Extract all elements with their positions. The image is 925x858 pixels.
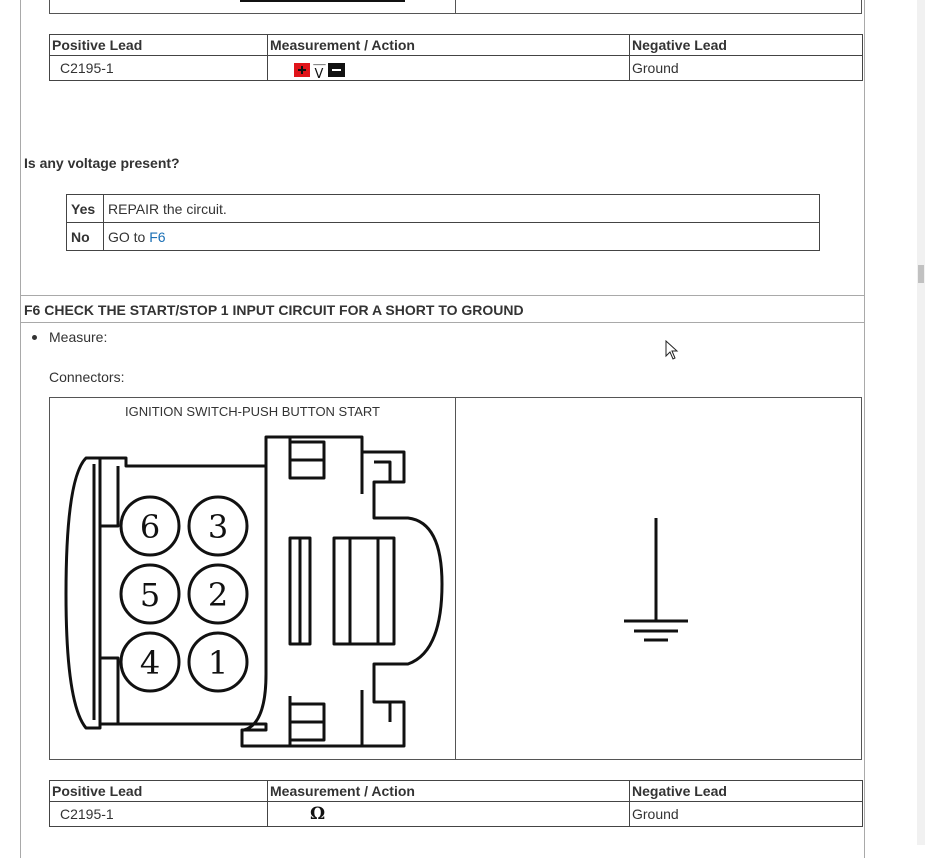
connector-box-divider: [455, 398, 456, 759]
negative-lead-value: Ground: [630, 802, 863, 827]
measurement-cell: [268, 56, 630, 81]
positive-terminal-icon: [294, 63, 310, 77]
mouse-cursor-icon: [665, 340, 681, 362]
leads-table-voltage: [49, 34, 863, 81]
header-negative-lead: Negative Lead: [630, 781, 863, 802]
measure-label: Measure:: [49, 329, 108, 345]
positive-lead-value: C2195-1: [50, 56, 268, 81]
header-negative-lead: Negative Lead: [630, 35, 863, 56]
answer-row-yes: [67, 195, 820, 223]
connector-title: IGNITION SWITCH-PUSH BUTTON START: [125, 404, 380, 419]
pin-label-4: 4: [139, 644, 161, 682]
answer-key-yes: Yes: [67, 195, 104, 223]
header-positive-lead: Positive Lead: [50, 781, 268, 802]
pin-label-3: 3: [207, 508, 229, 546]
leads-table-resistance: [49, 780, 863, 827]
answer-text-yes: REPAIR the circuit.: [104, 195, 820, 223]
scrollbar-thumb[interactable]: [918, 265, 924, 283]
step-header: [21, 295, 864, 323]
step-title: F6 CHECK THE START/STOP 1 INPUT CIRCUIT FOR A SHORT TO GROUND: [24, 302, 524, 318]
negative-lead-value: Ground: [630, 56, 863, 81]
bullet-dot: [32, 335, 37, 340]
connectors-label: Connectors:: [49, 369, 125, 385]
answer-row-no: [67, 223, 820, 251]
connector-fragment: [240, 0, 405, 2]
measurement-cell: [268, 802, 630, 827]
link-f6[interactable]: F6: [149, 228, 166, 245]
answer-table: [66, 194, 820, 251]
ground-symbol-icon: [620, 516, 690, 646]
header-measurement: Measurement / Action: [268, 35, 630, 56]
pin-label-5: 5: [139, 576, 161, 614]
ohm-icon: Ω: [310, 804, 326, 824]
previous-connector-box: [49, 0, 862, 14]
pin-label-2: 2: [207, 576, 229, 614]
connector-box: [49, 397, 862, 760]
answer-key-no: No: [67, 223, 104, 251]
negative-terminal-icon: [328, 63, 345, 77]
pin-label-1: 1: [207, 644, 229, 682]
connector-c2195-diagram: [64, 434, 446, 752]
positive-lead-value: C2195-1: [50, 802, 268, 827]
pin-label-6: 6: [139, 508, 161, 546]
connector-box-divider: [455, 0, 456, 13]
header-positive-lead: Positive Lead: [50, 35, 268, 56]
dc-voltage-meter-icon: [294, 60, 345, 80]
answer-text-no: [104, 223, 820, 251]
vertical-scrollbar[interactable]: [917, 0, 925, 845]
dc-volts-icon: ‒‒‒ V: [312, 60, 326, 81]
header-measurement: Measurement / Action: [268, 781, 630, 802]
answer-text-no-prefix: GO to: [108, 228, 150, 245]
question-text: Is any voltage present?: [24, 155, 180, 171]
